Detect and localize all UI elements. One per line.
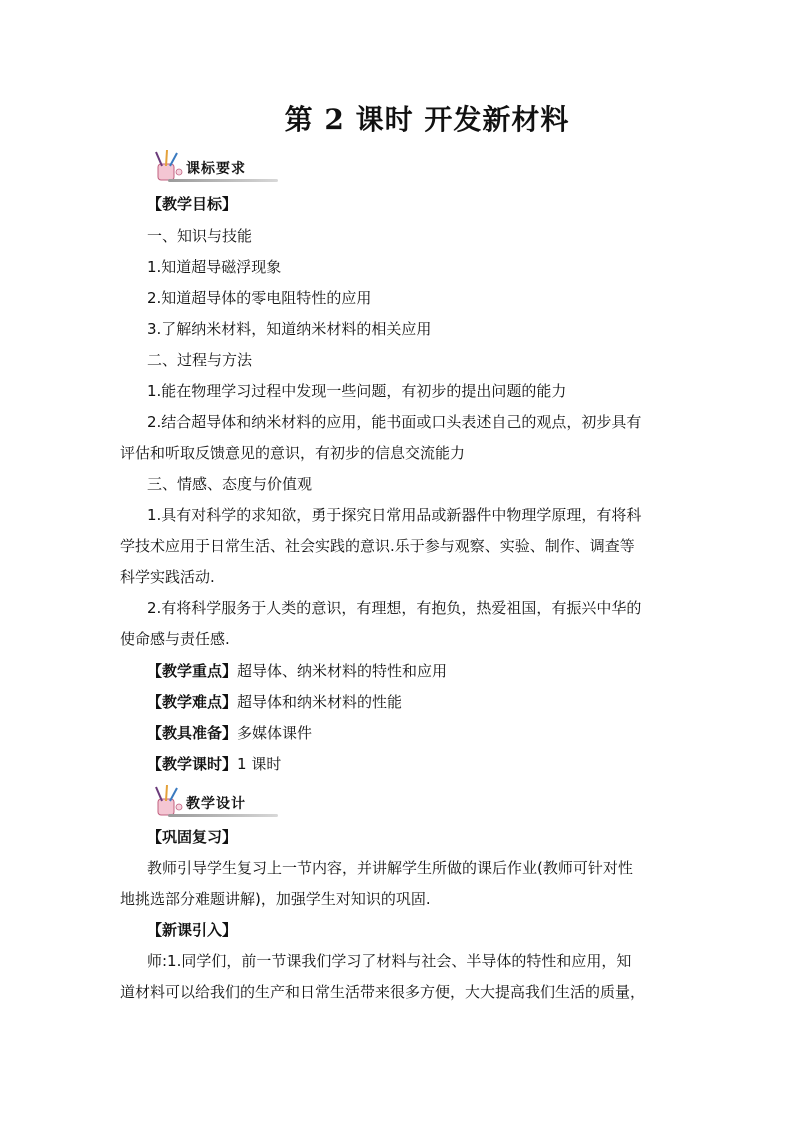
text-line: 1.具有对科学的求知欲，勇于探究日常用品或新器件中物理学原理，有将科 (147, 506, 642, 524)
text-line: 评估和听取反馈意见的意识，有初步的信息交流能力 (120, 444, 466, 462)
key-points-line (147, 661, 707, 681)
difficulties-line (147, 692, 707, 712)
text-line: 道材料可以给我们的生产和日常生活带来很多方便，大大提高我们生活的质量， (120, 983, 646, 1001)
text-line: 三、情感、态度与价值观 (147, 475, 313, 493)
review-heading: 【巩固复习】 (147, 828, 238, 846)
banner-underline (168, 814, 278, 817)
class-hours-line (147, 754, 707, 774)
section-banner-curriculum (146, 152, 276, 184)
materials-line (147, 723, 707, 743)
text-line: 师:1.同学们，前一节课我们学习了材料与社会、半导体的特性和应用，知 (147, 952, 632, 970)
banner-underline (168, 179, 278, 182)
text-line: 学技术应用于日常生活、社会实践的意识.乐于参与观察、实验、制作、调查等 (120, 537, 635, 555)
text-line: 2.有将科学服务于人类的意识，有理想，有抱负，热爱祖国，有振兴中华的 (147, 599, 642, 617)
text-line: 2.知道超导体的零电阻特性的应用 (147, 289, 372, 307)
key-points-value: 超导体、纳米材料的特性和应用 (237, 662, 448, 680)
text-line: 1.知道超导磁浮现象 (147, 258, 282, 276)
difficulties-value: 超导体和纳米材料的性能 (237, 693, 403, 711)
text-line: 二、过程与方法 (147, 351, 253, 369)
text-line: 3.了解纳米材料，知道纳米材料的相关应用 (147, 320, 432, 338)
text-line: 教师引导学生复习上一节内容，并讲解学生所做的课后作业(教师可针对性 (147, 859, 633, 877)
text-line: 1.能在物理学习过程中发现一些问题，有初步的提出问题的能力 (147, 382, 567, 400)
banner-label: 课标要求 (186, 161, 246, 177)
page-title: 第 2 课时 开发新材料 (284, 103, 570, 136)
class-hours-label: 【教学课时】 (147, 755, 238, 773)
text-line: 使命感与责任感. (120, 630, 230, 648)
new-lesson-heading: 【新课引入】 (147, 921, 238, 939)
difficulties-label: 【教学难点】 (147, 693, 238, 711)
class-hours-value: 1 课时 (237, 755, 282, 773)
materials-value: 多媒体课件 (237, 724, 313, 742)
text-line: 地挑选部分难题讲解)，加强学生对知识的巩固. (120, 890, 431, 908)
key-points-label: 【教学重点】 (147, 662, 238, 680)
materials-label: 【教具准备】 (147, 724, 238, 742)
text-line: 2.结合超导体和纳米材料的应用，能书面或口头表述自己的观点，初步具有 (147, 413, 642, 431)
text-line: 科学实践活动. (120, 568, 215, 586)
teaching-objectives-heading: 【教学目标】 (147, 195, 238, 213)
banner-label: 教学设计 (186, 796, 246, 812)
text-line: 一、知识与技能 (147, 227, 253, 245)
section-banner-design (146, 787, 276, 819)
